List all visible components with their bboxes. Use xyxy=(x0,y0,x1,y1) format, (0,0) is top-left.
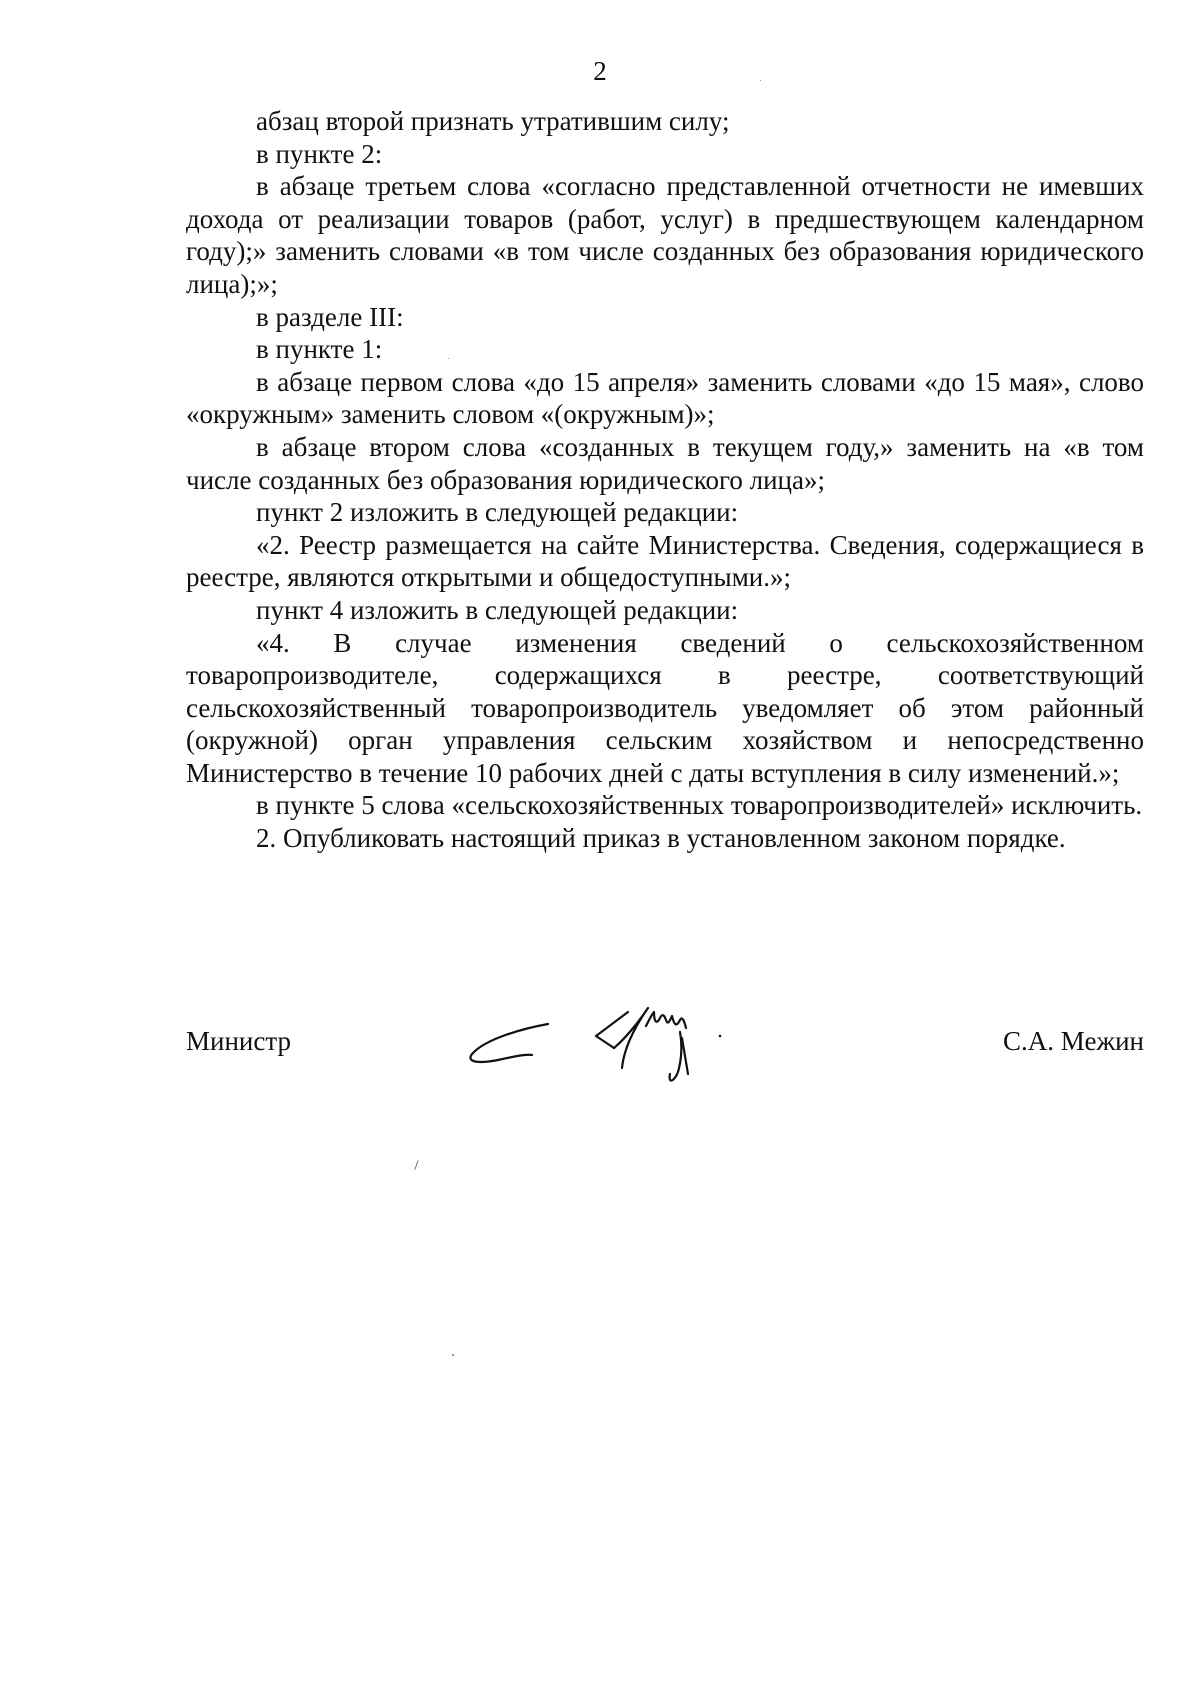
paragraph: 2. Опубликовать настоящий приказ в установленном законом порядке. xyxy=(256,823,1066,854)
signature-block xyxy=(186,1010,1144,1130)
paragraph: в абзаце первом слова «до 15 апреля» заменить словами «до 15 мая», слово «окружным» заменить словом «(окружным)»; xyxy=(186,366,1144,430)
scan-speck xyxy=(414,1160,418,1170)
signer-name: С.А. Межин xyxy=(1003,1026,1144,1056)
scan-speck xyxy=(760,80,761,81)
paragraph: в пункте 1: xyxy=(256,334,383,365)
paragraph: пункт 2 изложить в следующей редакции: xyxy=(256,497,739,528)
scan-speck xyxy=(448,358,449,359)
paragraph: пункт 4 изложить в следующей редакции: xyxy=(256,594,739,625)
paragraph: в разделе III: xyxy=(256,301,404,332)
handwritten-signature xyxy=(456,998,756,1108)
paragraph: «2. Реестр размещается на сайте Министерства. Сведения, содержащиеся в реестре, являются открытыми и общедоступными.»; xyxy=(186,529,1144,593)
paragraph: в пункте 2: xyxy=(256,138,383,169)
page-number: 2 xyxy=(593,56,607,86)
paragraph: абзац второй признать утратившим силу; xyxy=(256,106,730,136)
paragraph: в абзаце втором слова «созданных в текущем году,» заменить на «в том числе созданных без образования юридического лица»; xyxy=(186,431,1144,495)
paragraph: в пункте 5 слова «сельскохозяйственных товаропроизводителей» исключить. xyxy=(256,790,1143,821)
paragraph: в абзаце третьем слова «согласно представленной отчетности не имевших дохода от реализации товаров (работ, услуг) в предшествующем календарном году);» заменить словами «в том числе созданных без образования юридического лица);»; xyxy=(186,171,1144,299)
document-body xyxy=(186,105,1144,855)
signer-position: Министр xyxy=(186,1026,291,1056)
scan-speck xyxy=(452,1354,454,1356)
paragraph: «4. В случае изменения сведений о сельскохозяйственном товаропроизводителе, содержащихся в реестре, соответствующий сельскохозяйственный товаропроизводитель уведомляет об этом районный (окружной) орган управления сельским хозяйством и непосредственно Министерство в течение 10 рабочих дней с даты вступления в силу изменений.»; xyxy=(186,627,1144,788)
